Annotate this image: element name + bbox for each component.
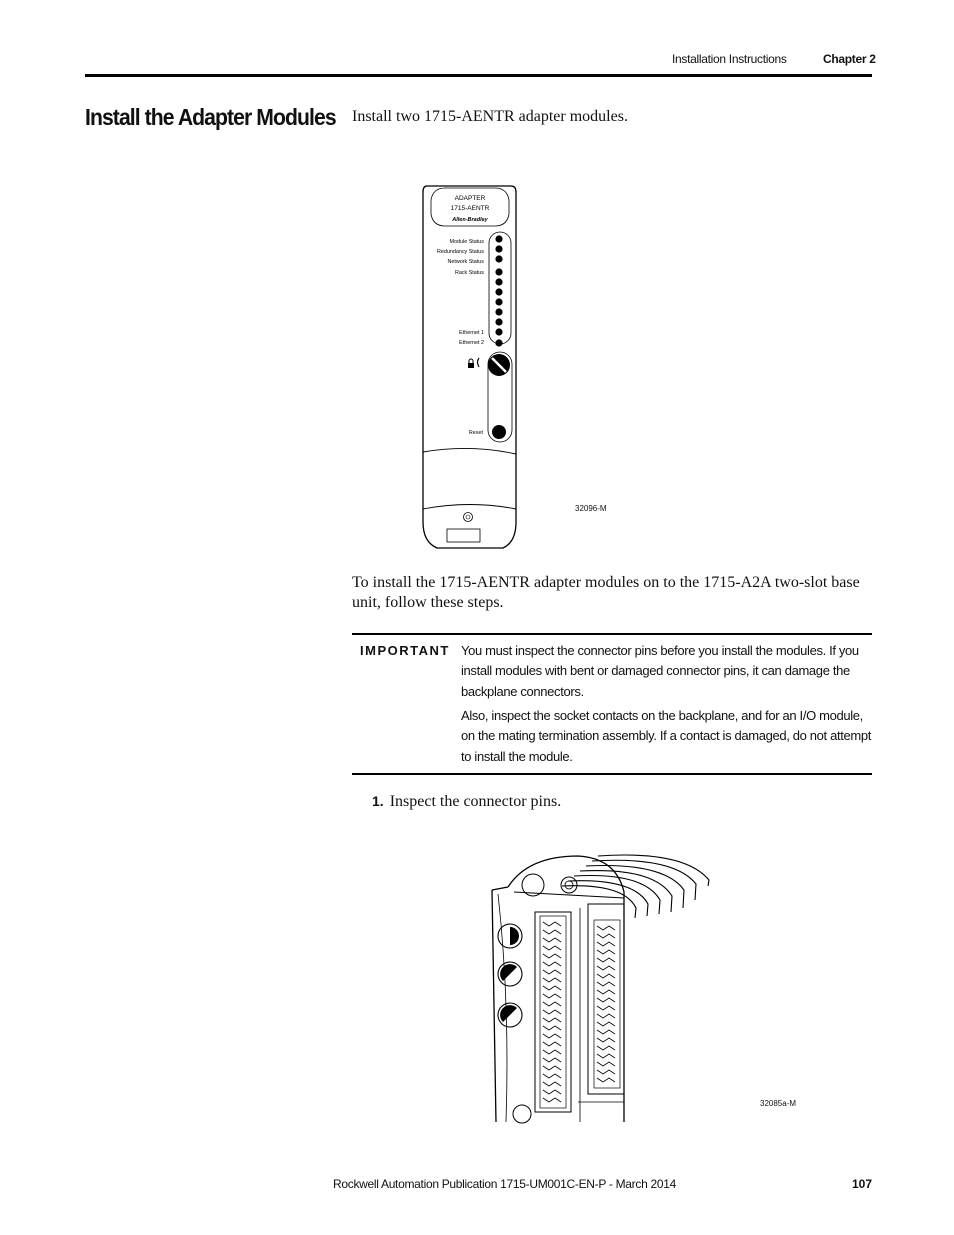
intro-text: Install two 1715-AENTR adapter modules. [352, 108, 628, 125]
section-title: Install the Adapter Modules [85, 104, 336, 130]
brand-logo: Allen-Bradley [452, 217, 488, 223]
indicator-label-rack-status: Rack Status [454, 270, 484, 276]
step-number: 1. [372, 793, 384, 809]
heat-sink-fins [562, 855, 709, 918]
header-rule [85, 74, 872, 77]
ethernet-1-label: Ethernet 1 [459, 330, 484, 336]
module-name-line2: 1715-AENTR [450, 205, 490, 212]
step-item [372, 793, 561, 811]
rotary-switches [498, 924, 522, 1027]
ethernet-2-label: Ethernet 2 [459, 340, 484, 346]
header-chapter-label: Chapter 2 [823, 52, 876, 66]
indicator-label-redundancy-status: Redundancy Status [436, 249, 484, 255]
connector-pins-figure [488, 852, 718, 1127]
indicator-label-network-status: Network Status [447, 259, 484, 265]
important-paragraph-1: You must inspect the connector pins before you install the modules. If you install modules with bent or damaged connector pins, it can damage the backplane connectors. [461, 643, 859, 699]
module-name-line1: ADAPTER [454, 195, 486, 202]
indicator-label-module-status: Module Status [449, 239, 484, 245]
page-number: 107 [852, 1177, 873, 1191]
step-text: Inspect the connector pins. [389, 793, 562, 810]
important-notice [352, 633, 872, 775]
figure-2-id: 32085a-M [760, 1099, 797, 1108]
important-label: IMPORTANT [360, 643, 450, 658]
reset-button-icon [492, 425, 506, 439]
header-section-label: Installation Instructions [672, 52, 787, 66]
install-paragraph: To install the 1715-AENTR adapter modules on to the 1715-A2A two-slot base unit, follow these steps. [352, 574, 860, 611]
connector-pins-left [535, 912, 571, 1112]
reset-label: Reset [468, 430, 483, 436]
connector-pins-right [588, 904, 624, 1094]
footer-publication: Rockwell Automation Publication 1715-UM001C-EN-P - March 2014 [333, 1177, 676, 1191]
adapter-module-figure [415, 182, 525, 552]
figure-1-id: 32096-M [575, 504, 607, 513]
important-paragraph-2: Also, inspect the socket contacts on the backplane, and for an I/O module, on the mating termination assembly. If a contact is damaged, do not attempt to install the module. [461, 708, 871, 764]
